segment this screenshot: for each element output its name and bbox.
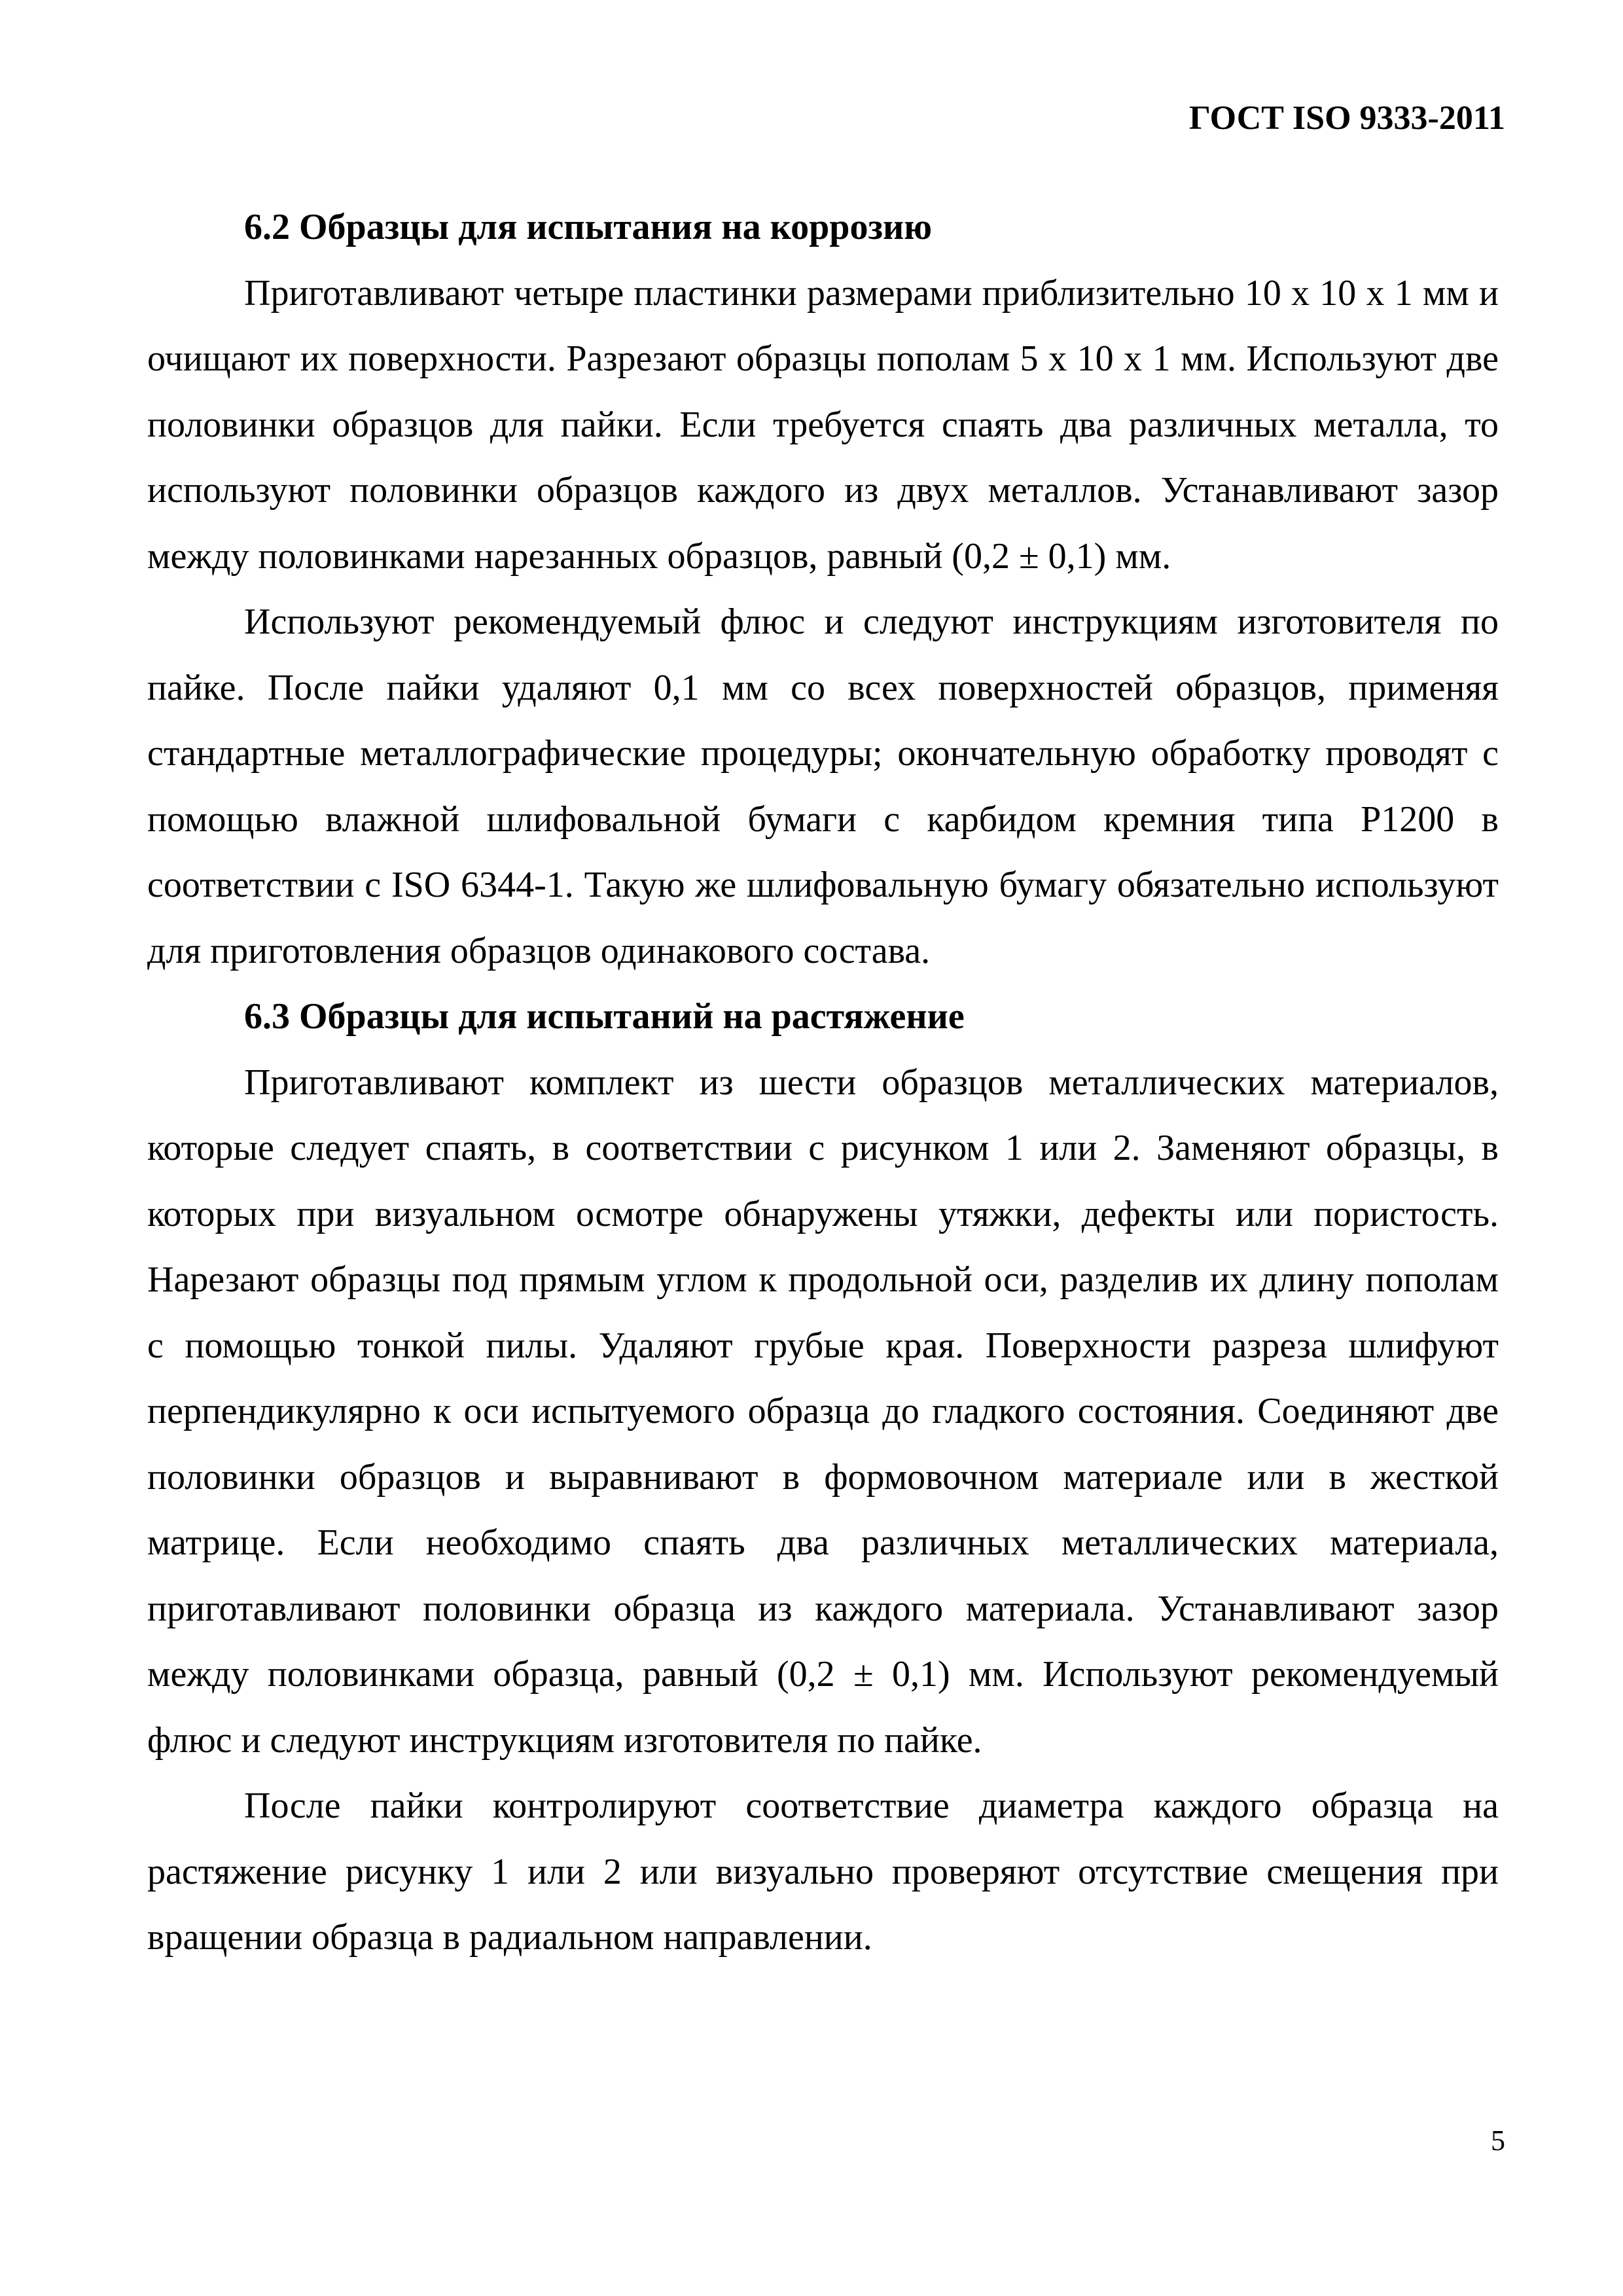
section-heading-6-2: 6.2 Образцы для испытания на коррозию: [244, 207, 933, 247]
paragraph: После пайки контролируют соответствие диаметра каждого образца на растяжение рисунку 1 или 2 или визуально проверяют отсутствие смещения при вращении образца в радиальном направлении.: [147, 1785, 1508, 1958]
paragraph: Используют рекомендуемый флюс и следуют инструкциям изготовителя по пайке. После пайки удаляют 0,1 мм со всех поверхностей образцов, применяя стандартные металлографические процедуры; окончательную обработку проводят с помощью влажной шлифовальной бумаги с карбидом кремния типа P1200 в соответствии с ISO 6344-1. Такую же шлифовальную бумагу обязательно используют для приготовления образцов одинакового состава.: [147, 601, 1508, 971]
standard-code-header: ГОСТ ISO 9333-2011: [1188, 99, 1505, 137]
paragraph: Приготавливают четыре пластинки размерами приблизительно 10 x 10 x 1 мм и очищают их поверхности. Разрезают образцы пополам 5 x 10 x 1 мм. Используют две половинки образцов для пайки. Если требуется спаять два различных металла, то используют половинки образцов каждого из двух металлов. Устанавливают зазор между половинками нарезанных образцов, равный (0,2 ± 0,1) мм.: [147, 272, 1508, 577]
paragraph: Приготавливают комплект из шести образцов металлических материалов, которые следует спаять, в соответствии с рисунком 1 или 2. Заменяют образцы, в которых при визуальном осмотре обнаружены утяжки, дефекты или пористость. Нарезают образцы под прямым углом к продольной оси, разделив их длину пополам с помощью тонкой пилы. Удаляют грубые края. Поверхности разреза шлифуют перпендикулярно к оси испытуемого образца до гладкого состояния. Соединяют две половинки образцов и выравнивают в формовочном материале или в жесткой матрице. Если необходимо спаять два различных металлических материала, приготавливают половинки образца из каждого материала. Устанавливают зазор между половинками образца, равный (0,2 ± 0,1) мм. Используют рекомендуемый флюс и следуют инструкциям изготовителя по пайке.: [147, 1062, 1517, 1761]
document-body: [147, 194, 1517, 1971]
page-number: 5: [1491, 2125, 1505, 2157]
section-heading-6-3: 6.3 Образцы для испытаний на растяжение: [244, 996, 965, 1037]
